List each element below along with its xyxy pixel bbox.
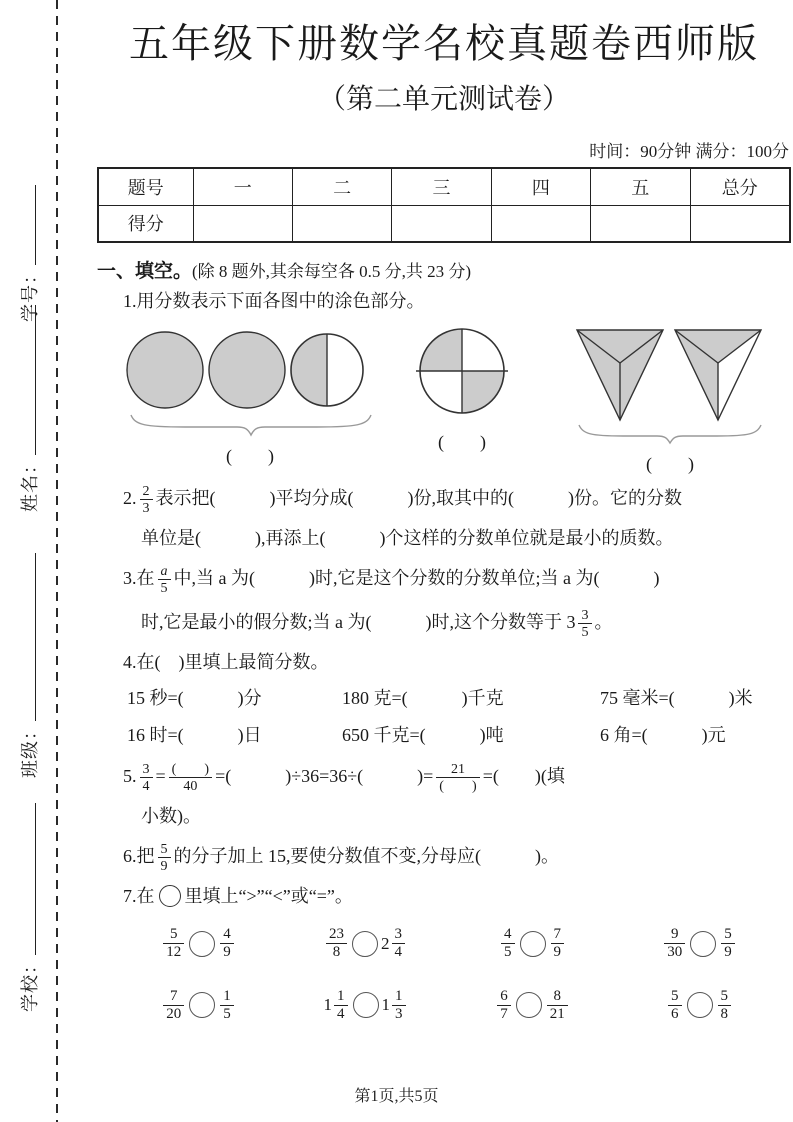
- underbrace: [579, 425, 761, 443]
- answer-circle: [189, 992, 215, 1018]
- answer-circle: [353, 992, 379, 1018]
- section1-title: 一、填空。: [97, 261, 193, 283]
- answer-circle: [520, 931, 546, 957]
- answer-circle: [690, 931, 716, 957]
- class-blank-line: [31, 553, 36, 721]
- question-2-line1: [97, 476, 791, 520]
- answer-blank: ( ): [438, 432, 486, 453]
- score-header-cell: 一: [193, 168, 292, 205]
- answer-blank: ( ): [646, 454, 694, 475]
- half-shaded-region: [291, 334, 327, 406]
- conversion-item: 15 秒=( )分: [127, 688, 262, 709]
- right-fraction: $\frac{1}{3}$: [392, 988, 406, 1024]
- question-3-line2: 时,它是最小的假分数;当 a 为( )时,这个分数等于 3 $\frac{3}{5}$ 。: [141, 606, 613, 640]
- two-triangles-figure: [575, 325, 765, 445]
- right-whole-number: 2: [381, 933, 390, 953]
- name-field: [16, 305, 42, 512]
- question-2-line2: 单位是( ),再添上( )个这样的分数单位就是最小的质数。: [141, 528, 674, 549]
- right-whole-number: 1: [381, 995, 390, 1015]
- question-1-text: 1.用分数表示下面各图中的涂色部分。: [123, 291, 425, 312]
- shaded-circle: [209, 332, 285, 408]
- conversion-item: 180 克=( )千克: [342, 688, 504, 709]
- fraction-2-3: $\frac{2}{3}$: [140, 483, 153, 516]
- paper-content: [97, 0, 791, 1023]
- answer-circle: [352, 931, 378, 957]
- right-fraction: $\frac{5}{8}$: [718, 988, 732, 1024]
- comparison-item: [616, 926, 783, 962]
- left-fraction: $\frac{7}{20}$: [163, 988, 184, 1024]
- comparison-item: [449, 988, 616, 1024]
- student-id-field: [16, 185, 42, 322]
- question-5-line1: 5. $\frac{3}{4}$ = $\frac{( )}{40}$ =( )÷36=36÷( )= $\frac{21}{( )}$ =( )(填: [123, 760, 565, 794]
- question-3-line1: 3.在 $\frac{a}{5}$ 中,当 a 为( )时,它是这个分数的分数单位;当 a 为( ): [123, 562, 660, 596]
- comparison-item: [115, 988, 282, 1024]
- fraction-a-5: $\frac{a}{5}$: [158, 563, 171, 596]
- class-field: [16, 553, 42, 778]
- student-id-label: 学号：: [20, 265, 40, 322]
- score-cell: [193, 205, 292, 242]
- diagram-circles-group: [125, 325, 375, 468]
- right-fraction: $\frac{5}{9}$: [721, 926, 735, 962]
- left-whole-number: 1: [323, 995, 332, 1015]
- question-1-diagrams: [97, 325, 791, 476]
- diagram-quadrant-circle: [407, 325, 517, 454]
- school-label: 学校：: [20, 955, 40, 1012]
- student-id-blank-line: [31, 185, 36, 265]
- conversion-item: 16 时=( )日: [127, 725, 262, 746]
- score-cell: [491, 205, 590, 242]
- fraction-3-5: $\frac{3}{5}$: [578, 607, 591, 640]
- score-cell: [591, 205, 690, 242]
- answer-blank: ( ): [226, 446, 274, 467]
- class-label: 班级：: [20, 721, 40, 778]
- question-5-line2: 小数)。: [141, 806, 201, 827]
- score-table-header-row: [98, 168, 790, 205]
- name-blank-line: [31, 305, 36, 455]
- page-title: 五年级下册数学名校真题卷西师版: [129, 21, 759, 66]
- left-fraction: $\frac{5}{12}$: [163, 926, 184, 962]
- left-fraction: $\frac{1}{4}$: [334, 988, 348, 1024]
- answer-circle: [516, 992, 542, 1018]
- school-blank-line: [31, 803, 36, 955]
- school-field: [16, 803, 42, 1012]
- comparison-item: [115, 926, 282, 962]
- page-footer: 第1页,共5页: [354, 1088, 439, 1105]
- comparison-item: [282, 926, 449, 962]
- section1-note: (除 8 题外,其余每空各 0.5 分,共 23 分): [192, 262, 472, 282]
- left-fraction: $\frac{6}{7}$: [497, 988, 511, 1024]
- score-cell: [392, 205, 491, 242]
- conversion-item: 650 千克=( )吨: [342, 725, 504, 746]
- fraction-3-4: $\frac{3}{4}$: [140, 761, 153, 794]
- score-header-cell: 题号: [98, 168, 193, 205]
- fraction-21-blank: $\frac{21}{( )}$: [436, 761, 479, 794]
- fraction-blank-40: $\frac{( )}{40}$: [169, 761, 212, 794]
- score-row-label: 得分: [98, 205, 193, 242]
- question-number: 3.: [123, 568, 137, 589]
- left-fraction: $\frac{5}{6}$: [668, 988, 682, 1024]
- question-number: 5.: [123, 766, 137, 787]
- question-6-text: 的分子加上 15,要使分数值不变,分母应( )。: [173, 846, 560, 867]
- page-subtitle: （第二单元测试卷）: [317, 84, 570, 115]
- shaded-circle: [127, 332, 203, 408]
- question-number: 7.: [123, 886, 137, 907]
- three-circles-figure: [125, 325, 375, 437]
- underbrace: [131, 415, 371, 435]
- name-label: 姓名：: [20, 455, 40, 512]
- comparison-item: [282, 988, 449, 1024]
- question-3-text: 中,当 a 为( )时,它是这个分数的分数单位;当 a 为( ): [173, 568, 660, 589]
- right-fraction: $\frac{8}{21}$: [547, 988, 568, 1024]
- question-number: 2.: [123, 488, 137, 509]
- question-4-conversions: [97, 680, 791, 754]
- fraction-5-9: $\frac{5}{9}$: [158, 841, 171, 874]
- score-table-score-row: [98, 205, 790, 242]
- diagram-triangles-group: [575, 325, 765, 476]
- question-number: 6.: [123, 846, 137, 867]
- score-header-cell: 总分: [690, 168, 790, 205]
- answer-circle: [687, 992, 713, 1018]
- score-header-cell: 二: [292, 168, 391, 205]
- conversion-item: 75 毫米=( )米: [600, 688, 753, 709]
- question-6-line: 6.把 $\frac{5}{9}$ 的分子加上 15,要使分数值不变,分母应( )。: [123, 840, 560, 874]
- right-fraction: $\frac{4}{9}$: [220, 926, 234, 962]
- right-fraction: $\frac{3}{4}$: [392, 926, 406, 962]
- conversion-item: 6 角=( )元: [600, 725, 726, 746]
- question-4-intro: 4.在( )里填上最简分数。: [123, 652, 329, 673]
- left-fraction: $\frac{23}{8}$: [326, 926, 347, 962]
- score-cell: [292, 205, 391, 242]
- compare-circle-symbol: [159, 885, 181, 907]
- binding-dashed-line: [56, 0, 58, 1122]
- answer-circle: [189, 931, 215, 957]
- score-header-cell: 四: [491, 168, 590, 205]
- left-fraction: $\frac{9}{30}$: [664, 926, 685, 962]
- score-cell: [690, 205, 790, 242]
- question-7-comparisons: [97, 926, 791, 1023]
- section1-heading: [97, 256, 791, 283]
- exam-meta: 时间：90分钟 满分：100分: [589, 142, 789, 162]
- left-fraction: $\frac{4}{5}$: [501, 926, 515, 962]
- comparison-item: [449, 926, 616, 962]
- question-number: 4.: [123, 652, 137, 673]
- question-7-text: 7.在 里填上“>”“<”或“=”。: [123, 886, 353, 907]
- comparison-item: [616, 988, 783, 1024]
- quadrant-circle-figure: [407, 325, 517, 423]
- score-header-cell: 三: [392, 168, 491, 205]
- question-2-text: 表示把( )平均分成( )份,取其中的( )份。它的分数: [155, 488, 682, 509]
- right-fraction: $\frac{7}{9}$: [551, 926, 565, 962]
- right-fraction: $\frac{1}{5}$: [220, 988, 234, 1024]
- question-5-middle: =( )÷36=36÷( )=: [215, 766, 434, 787]
- score-table: [97, 167, 791, 243]
- score-header-cell: 五: [591, 168, 690, 205]
